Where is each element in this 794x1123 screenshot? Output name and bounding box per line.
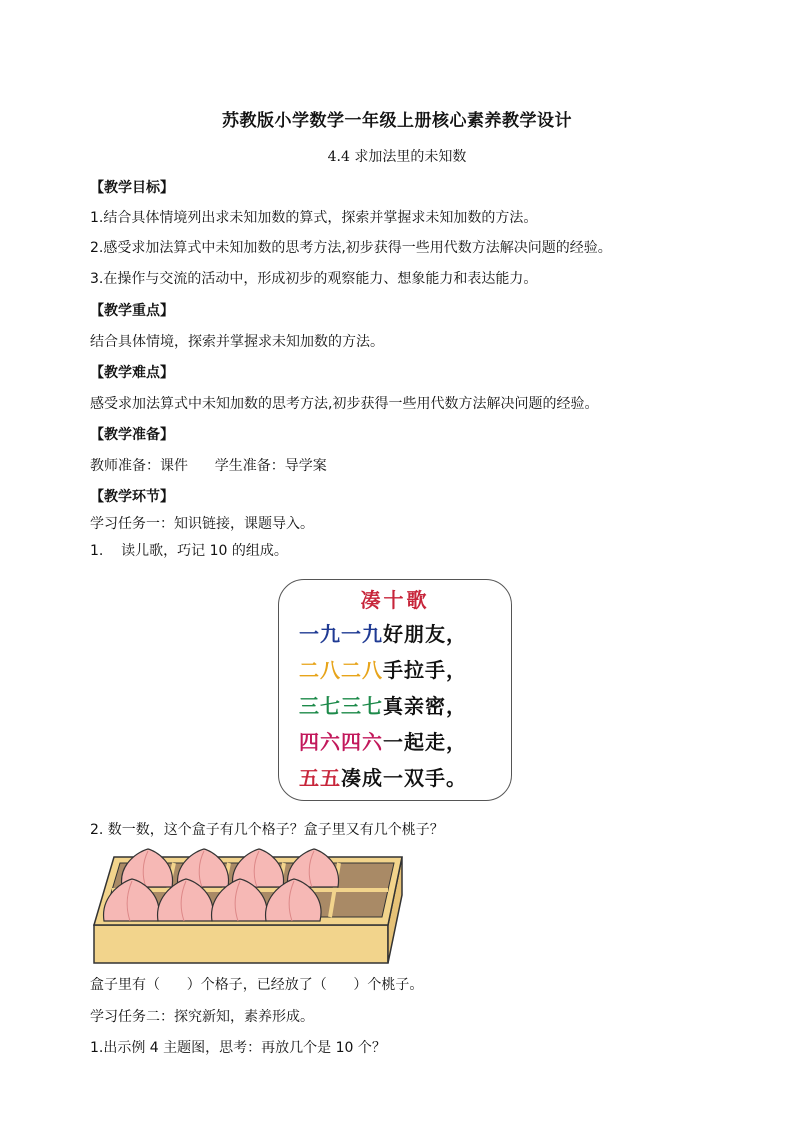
learning-task-2: 学习任务二：探究新知，素养形成。 [90,1009,314,1025]
fill-in-blank-sentence: 盒子里有（ ）个格子，已经放了（ ）个桃子。 [90,977,424,993]
section-heading-process: 【教学环节】 [90,489,174,505]
document-subtitle: 4.4 求加法里的未知数 [327,149,467,165]
item-2-count-question: 2. 数一数，这个盒子有几个格子？盒子里又有几个桃子？ [90,822,444,838]
section-heading-key-points: 【教学重点】 [90,303,174,319]
item-1-read-rhyme: 1. 读儿歌，巧记 10 的组成。 [90,543,288,559]
goal-2: 2.感受求加法算式中未知加数的思考方法,初步获得一些用代数方法解决问题的经验。 [90,240,612,256]
rhyme-line-4: 四六四六一起走， [299,730,467,754]
goal-3: 3.在操作与交流的活动中，形成初步的观察能力、想象能力和表达能力。 [90,271,538,287]
section-heading-goals: 【教学目标】 [90,180,174,196]
preparation-text: 教师准备：课件 学生准备：导学案 [90,458,327,474]
rhyme-card [278,579,512,801]
learning-task-1: 学习任务一：知识链接，课题导入。 [90,516,314,532]
peach-box-illustration [92,845,404,965]
section-heading-difficulties: 【教学难点】 [90,365,174,381]
rhyme-line-1: 一九一九好朋友， [299,622,467,646]
box-front [94,925,388,963]
goal-1: 1.结合具体情境列出求未知加数的算式，探索并掌握求未知加数的方法。 [90,210,538,226]
rhyme-line-5: 五五凑成一双手。 [299,766,467,790]
item-3-example-question: 1.出示例 4 主题图，思考：再放几个是 10 个？ [90,1040,386,1056]
rhyme-line-2: 二八二八手拉手， [299,658,467,682]
rhyme-title: 凑十歌 [360,588,430,612]
key-points-text: 结合具体情境，探索并掌握求未知加数的方法。 [90,334,384,350]
section-heading-preparation: 【教学准备】 [90,427,174,443]
document-title: 苏教版小学数学一年级上册核心素养教学设计 [222,111,572,131]
difficulties-text: 感受求加法算式中未知加数的思考方法,初步获得一些用代数方法解决问题的经验。 [90,396,599,412]
rhyme-line-3: 三七三七真亲密， [299,694,467,718]
